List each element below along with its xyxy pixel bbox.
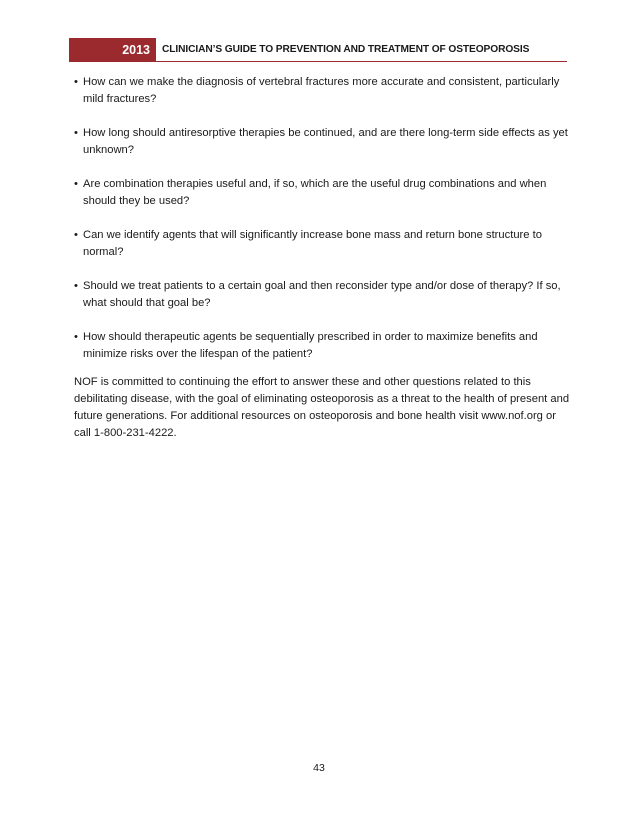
- bullet-icon: •: [74, 127, 78, 139]
- bullet-icon: •: [74, 229, 78, 241]
- bullet-icon: •: [74, 331, 78, 343]
- page-header: [69, 38, 567, 62]
- question-text: How long should antiresorptive therapies be continued, and are there long-term side effects as yet unknown?: [83, 127, 568, 156]
- question-item: [74, 329, 574, 363]
- year-badge: 2013: [69, 38, 156, 62]
- question-item: [74, 74, 574, 108]
- header-title: CLINICIAN’S GUIDE TO PREVENTION AND TREATMENT OF OSTEOPOROSIS: [156, 38, 567, 62]
- question-text: How should therapeutic agents be sequentially prescribed in order to maximize benefits and minimize risks over the lifespan of the patient?: [83, 331, 538, 360]
- bullet-icon: •: [74, 76, 78, 88]
- question-text: How can we make the diagnosis of vertebral fractures more accurate and consistent, particularly mild fractures?: [83, 76, 560, 105]
- page-number: 43: [313, 762, 325, 774]
- question-text: Should we treat patients to a certain goal and then reconsider type and/or dose of therapy? If so, what should that goal be?: [83, 280, 561, 309]
- question-item: [74, 227, 574, 261]
- question-item: [74, 125, 574, 159]
- bullet-icon: •: [74, 280, 78, 292]
- question-text: Are combination therapies useful and, if so, which are the useful drug combinations and when should they be used?: [83, 178, 547, 207]
- closing-paragraph: NOF is committed to continuing the effort to answer these and other questions related to this debilitating disease, with the goal of eliminating osteoporosis as a threat to the health of present and future generations. For additional resources on osteoporosis and bone health visit www.nof.org or call 1-800-231-4222.: [74, 376, 570, 439]
- question-text: Can we identify agents that will significantly increase bone mass and return bone structure to normal?: [83, 229, 542, 258]
- bullet-icon: •: [74, 178, 78, 190]
- question-item: [74, 176, 574, 210]
- page-content: [74, 74, 574, 453]
- question-item: [74, 278, 574, 312]
